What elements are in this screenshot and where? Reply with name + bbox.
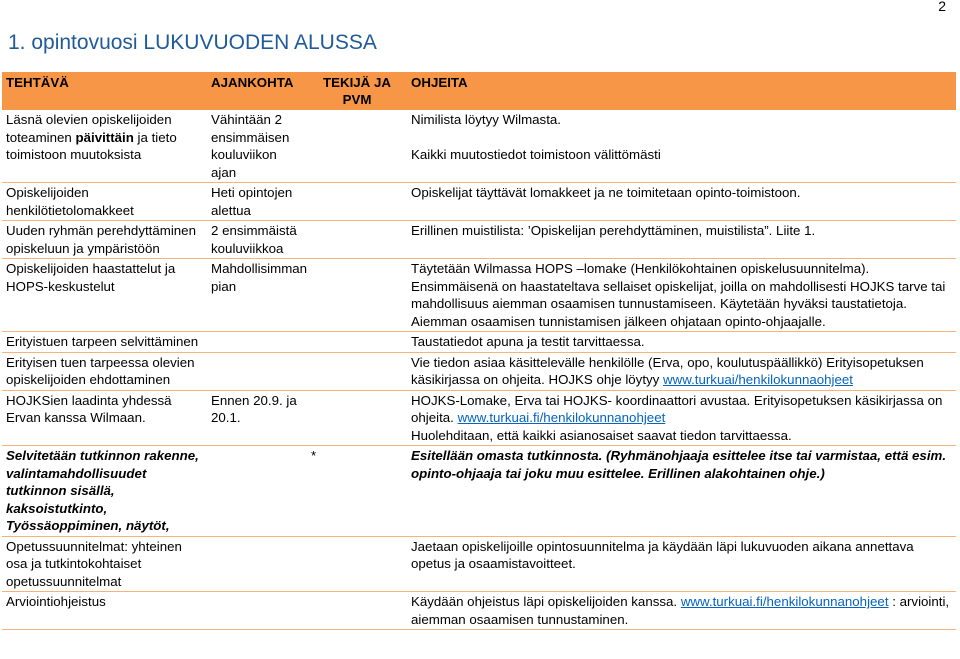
table-row xyxy=(2,332,956,353)
who-cell xyxy=(307,221,407,259)
time-cell: Mahdollisimman pian xyxy=(211,261,308,294)
who-cell xyxy=(307,390,407,446)
header-instructions: OHJEITA xyxy=(407,72,956,110)
instruction-cell: Vie tiedon asiaa käsittelevälle henkilölle (Erva, opo, koulutuspäällikkö) Erityisopetuksen käsikirjassa on ohjeita. HOJKS ohje löytyy www.turkuai/henkilokunnaohjeet xyxy=(411,354,924,387)
who-cell xyxy=(307,352,407,390)
instruction-cell: Käydään ohjeistus läpi opiskelijoiden kanssa. www.turkuai.fi/henkilokunnanohjeet : arviointi, aiemman osaamisen tunnustaminen. xyxy=(411,594,950,627)
table-row xyxy=(2,446,956,537)
time-cell xyxy=(207,352,307,390)
who-cell xyxy=(307,332,407,353)
time-cell xyxy=(207,446,307,537)
header-task: TEHTÄVÄ xyxy=(2,72,207,110)
who-cell xyxy=(307,592,407,630)
task-cell: Selvitetään tutkinnon rakenne, valintamahdollisuudet tutkinnon sisällä, kaksoistutkinto, Työssäoppiminen, näytöt, xyxy=(6,448,199,533)
time-cell: Ennen 20.9. ja 20.1. xyxy=(211,392,297,425)
task-cell: HOJKSien laadinta yhdessä Ervan kanssa Wilmaan. xyxy=(6,392,172,425)
who-cell: * xyxy=(311,448,317,463)
instruction-cell: Erillinen muistilista: ’Opiskelijan perehdyttäminen, muistilista”. Liite 1. xyxy=(411,223,816,238)
time-cell xyxy=(207,536,307,592)
instructions-link[interactable]: www.turkuai.fi/henkilokunnanohjeet xyxy=(680,594,889,609)
task-cell: Erityistuen tarpeen selvittäminen xyxy=(6,334,199,349)
task-cell: Uuden ryhmän perehdyttäminen opiskeluun ja ympäristöön xyxy=(6,223,196,256)
who-cell xyxy=(307,110,407,183)
task-cell: Erityisen tuen tarpeessa olevien opiskelijoiden ehdottaminen xyxy=(6,354,195,387)
time-cell xyxy=(207,332,307,353)
instruction-cell: HOJKS-Lomake, Erva tai HOJKS- koordinaattori avustaa. Erityisopetuksen käsikirjassa on ohjeita. www.turkuai.fi/henkilokunnanohjeet Huolehditaan, että kaikki asianosaiset saavat tiedon tarvittaessa. xyxy=(411,392,943,443)
document-title: 1. opintovuosi LUKUVUODEN ALUSSA xyxy=(8,31,377,54)
table-header-row xyxy=(2,72,956,110)
instructions-link[interactable]: www.turkuai.fi/henkilokunnanohjeet xyxy=(457,410,666,425)
table-row xyxy=(2,221,956,259)
table-row xyxy=(2,536,956,592)
task-table xyxy=(2,72,956,630)
time-cell: Heti opintojen alettua xyxy=(211,185,293,218)
table-row xyxy=(2,592,956,630)
who-cell xyxy=(307,259,407,332)
task-cell: Opiskelijoiden henkilötietolomakkeet xyxy=(6,185,134,218)
instruction-cell: Esitellään omasta tutkinnosta. (Ryhmänohjaaja esittelee itse tai varmistaa, että esim. opinto-ohjaaja tai joku muu esittelee. Erillinen alakohtainen ohje.) xyxy=(411,448,947,481)
table-row xyxy=(2,110,956,183)
page-number: 2 xyxy=(938,0,946,14)
instruction-cell: Nimilista löytyy Wilmasta. Kaikki muutostiedot toimistoon välittömästi xyxy=(411,112,661,162)
task-cell: Opetussuunnitelmat: yhteinen osa ja tutkintokohtaiset opetussuunnitelmat xyxy=(6,538,182,589)
table-row xyxy=(2,183,956,221)
time-cell xyxy=(207,592,307,630)
table-row xyxy=(2,352,956,390)
instruction-cell: Opiskelijat täyttävät lomakkeet ja ne toimitetaan opinto-toimistoon. xyxy=(411,185,801,200)
who-cell xyxy=(307,536,407,592)
table-row xyxy=(2,259,956,332)
task-cell: Arviointiohjeistus xyxy=(6,594,106,609)
header-time: AJANKOHTA xyxy=(207,72,307,110)
task-cell: Läsnä olevien opiskelijoiden toteaminen päivittäin ja tieto toimistoon muutoksista xyxy=(6,112,177,162)
task-cell: Opiskelijoiden haastattelut ja HOPS-keskustelut xyxy=(6,261,176,294)
header-who: TEKIJÄ JA PVM xyxy=(307,72,407,110)
instruction-cell: Jaetaan opiskelijoille opintosuunnitelma ja käydään läpi lukuvuoden aikana annettava opetus ja osaamistavoitteet. xyxy=(411,538,914,571)
time-cell: 2 ensimmäistä kouluviikkoa xyxy=(211,223,297,256)
who-cell xyxy=(307,183,407,221)
instructions-link[interactable]: www.turkuai/henkilokunnaohjeet xyxy=(663,372,853,387)
instruction-cell: Täytetään Wilmassa HOPS –lomake (Henkilökohtainen opiskelusuunnitelma). Ensimmäisenä on haastateltava sellaiset opiskelijat, joilla on mahdollisesti HOJKS tarve tai mahdollisuus aiemman osaamisen tunnustamiseen. Käytetään hyväksi taustatietoja. Aiemman osaamisen tunnistamisen jälkeen ohjataan opinto-ohjaajalle. xyxy=(411,261,946,329)
table-row xyxy=(2,390,956,446)
time-cell: Vähintään 2 ensimmäisen kouluviikon ajan xyxy=(211,112,290,180)
instruction-cell: Taustatiedot apuna ja testit tarvittaessa. xyxy=(411,334,645,349)
